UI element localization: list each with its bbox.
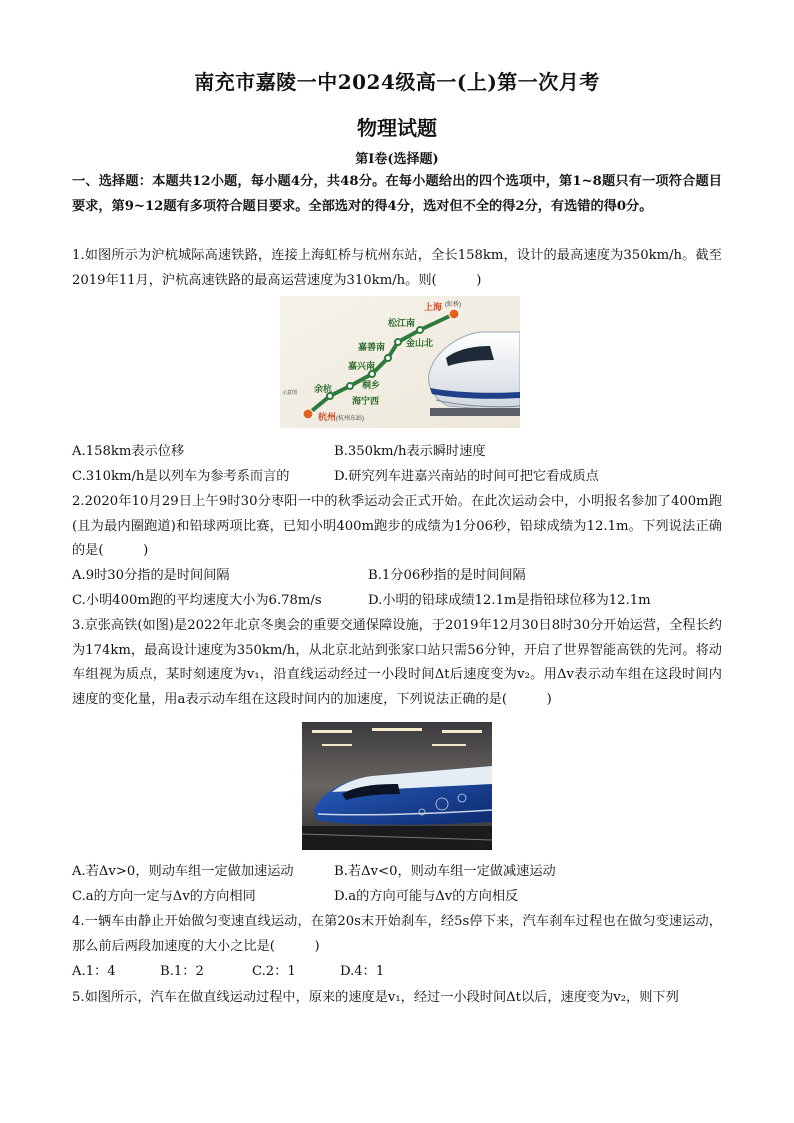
map-label-shanghai: 上海 (424, 302, 443, 312)
question-2-stem: 2.2020年10月29日上午9时30分枣阳一中的秋季运动会正式开始。在此次运动会中，小明报名参加了400m跑(且为最内圈跑道)和铅球两项比赛，已知小明400m跑步的成绩为1分06秒，铅球成绩为12.1m。下列说法正确的是( ) (72, 494, 722, 558)
station-dot (369, 371, 375, 377)
station-dot (303, 409, 313, 419)
map-label-jinshanbei: 金山北 (406, 338, 434, 348)
question-1-options-row-2 (72, 465, 722, 489)
q3-option-d[interactable]: D.a的方向可能与Δv的方向相反 (334, 889, 519, 904)
exam-title: 南充市嘉陵一中2024级高一(上)第一次月考 (194, 70, 600, 94)
volume-title: 第Ⅰ卷(选择题) (355, 152, 439, 167)
map-label-jiaxingnan: 嘉兴南 (348, 361, 376, 371)
station-dot (385, 355, 391, 361)
railway-map-image (280, 296, 520, 428)
question-3-options-row-1 (72, 860, 722, 884)
subject-title: 物理试题 (357, 116, 437, 140)
map-label-hangzhoudong: (杭州东站) (336, 416, 364, 422)
question-3-stem: 3.京张高铁(如图)是2022年北京冬奥会的重要交通保障设施，于2019年12月30日8时30分开始运营，全程长约为174km，最高设计速度为350km/h，从北京北站到张家口站只需56分钟，开启了世界智能高铁的先河。将动车组视为质点，某时刻速度为v₁，沿直线运动经过一小段时间Δt后速度变为v₂。用Δv表示动车组在这段时间内速度的变化量，用a表示动车组在这段时间内的加速度，下列说法正确的是( ) (72, 618, 722, 707)
q1-option-a[interactable]: A.158km表示位移 (72, 444, 185, 459)
q3-option-c[interactable]: C.a的方向一定与Δv的方向相同 (72, 889, 256, 904)
q1-option-b[interactable]: B.350km/h表示瞬时速度 (334, 444, 486, 459)
q1-option-c[interactable]: C.310km/h是以列车为参考系而言的 (72, 469, 290, 484)
q2-option-b[interactable]: B.1分06秒指的是时间间隔 (368, 568, 526, 583)
map-label-jiashannan: 嘉善南 (358, 342, 386, 352)
station-dot (449, 309, 459, 319)
question-1-stem: 1.如图所示为沪杭城际高速铁路，连接上海虹桥与杭州东站，全长158km，设计的最高速度为350km/h。截至2019年11月，沪杭高速铁路的最高运营速度为310km/h。则( ) (72, 248, 722, 288)
q3-option-b[interactable]: B.若Δv<0，则动车组一定做减速运动 (334, 864, 556, 879)
map-label-hainingxi: 海宁西 (352, 396, 380, 406)
q4-option-a[interactable]: A.1：4 (72, 964, 116, 979)
question-4-stem: 4.一辆车由静止开始做匀变速直线运动，在第20s末开始刹车，经5s停下来，汽车刹车过程也在做匀变速运动，那么前后两段加速度的大小之比是( ) (72, 914, 722, 954)
question-5-stem: 5.如图所示，汽车在做直线运动过程中，原来的速度是v₁，经过一小段时间Δt以后，速度变为v₂，则下列 (72, 990, 679, 1005)
question-3-options-row-2 (72, 885, 722, 909)
q4-option-d[interactable]: D.4：1 (340, 964, 385, 979)
map-label-yuhang: 余杭 (314, 384, 333, 394)
q4-option-b[interactable]: B.1：2 (160, 964, 204, 979)
question-4-options-row (72, 960, 722, 984)
question-2-options-row-2 (72, 589, 722, 613)
map-label-tongxiang: 桐乡 (362, 380, 381, 390)
map-label-hangzhou: 杭州 (318, 412, 337, 422)
q4-option-c[interactable]: C.2：1 (252, 964, 296, 979)
question-1-options-row-1 (72, 440, 722, 464)
q2-option-a[interactable]: A.9时30分指的是时间间隔 (72, 568, 230, 583)
station-dot (395, 339, 401, 345)
map-side-label: 示意图 (282, 390, 298, 396)
section-intro: 一、选择题：本题共12小题，每小题4分，共48分。在每小题给出的四个选项中，第1~8题只有一项符合题目要求，第9~12题有多项符合题目要求。全部选对的得4分，选对但不全的得2分，有选错的得0分。 (72, 174, 722, 214)
q3-option-a[interactable]: A.若Δv>0，则动车组一定做加速运动 (72, 864, 294, 879)
map-label-songjiangnan: 松江南 (388, 318, 416, 328)
question-2-options-row-1 (72, 564, 722, 588)
q1-option-d[interactable]: D.研究列车进嘉兴南站的时间可把它看成质点 (334, 469, 599, 484)
station-dot (347, 383, 353, 389)
q2-option-c[interactable]: C.小明400m跑的平均速度大小为6.78m/s (72, 593, 322, 608)
station-dot (417, 327, 423, 333)
map-label-hongqiao: (虹桥) (445, 302, 461, 308)
beijing-zhangjiakou-train-image (302, 722, 492, 850)
q2-option-d[interactable]: D.小明的铅球成绩12.1m是指铅球位移为12.1m (368, 593, 651, 608)
